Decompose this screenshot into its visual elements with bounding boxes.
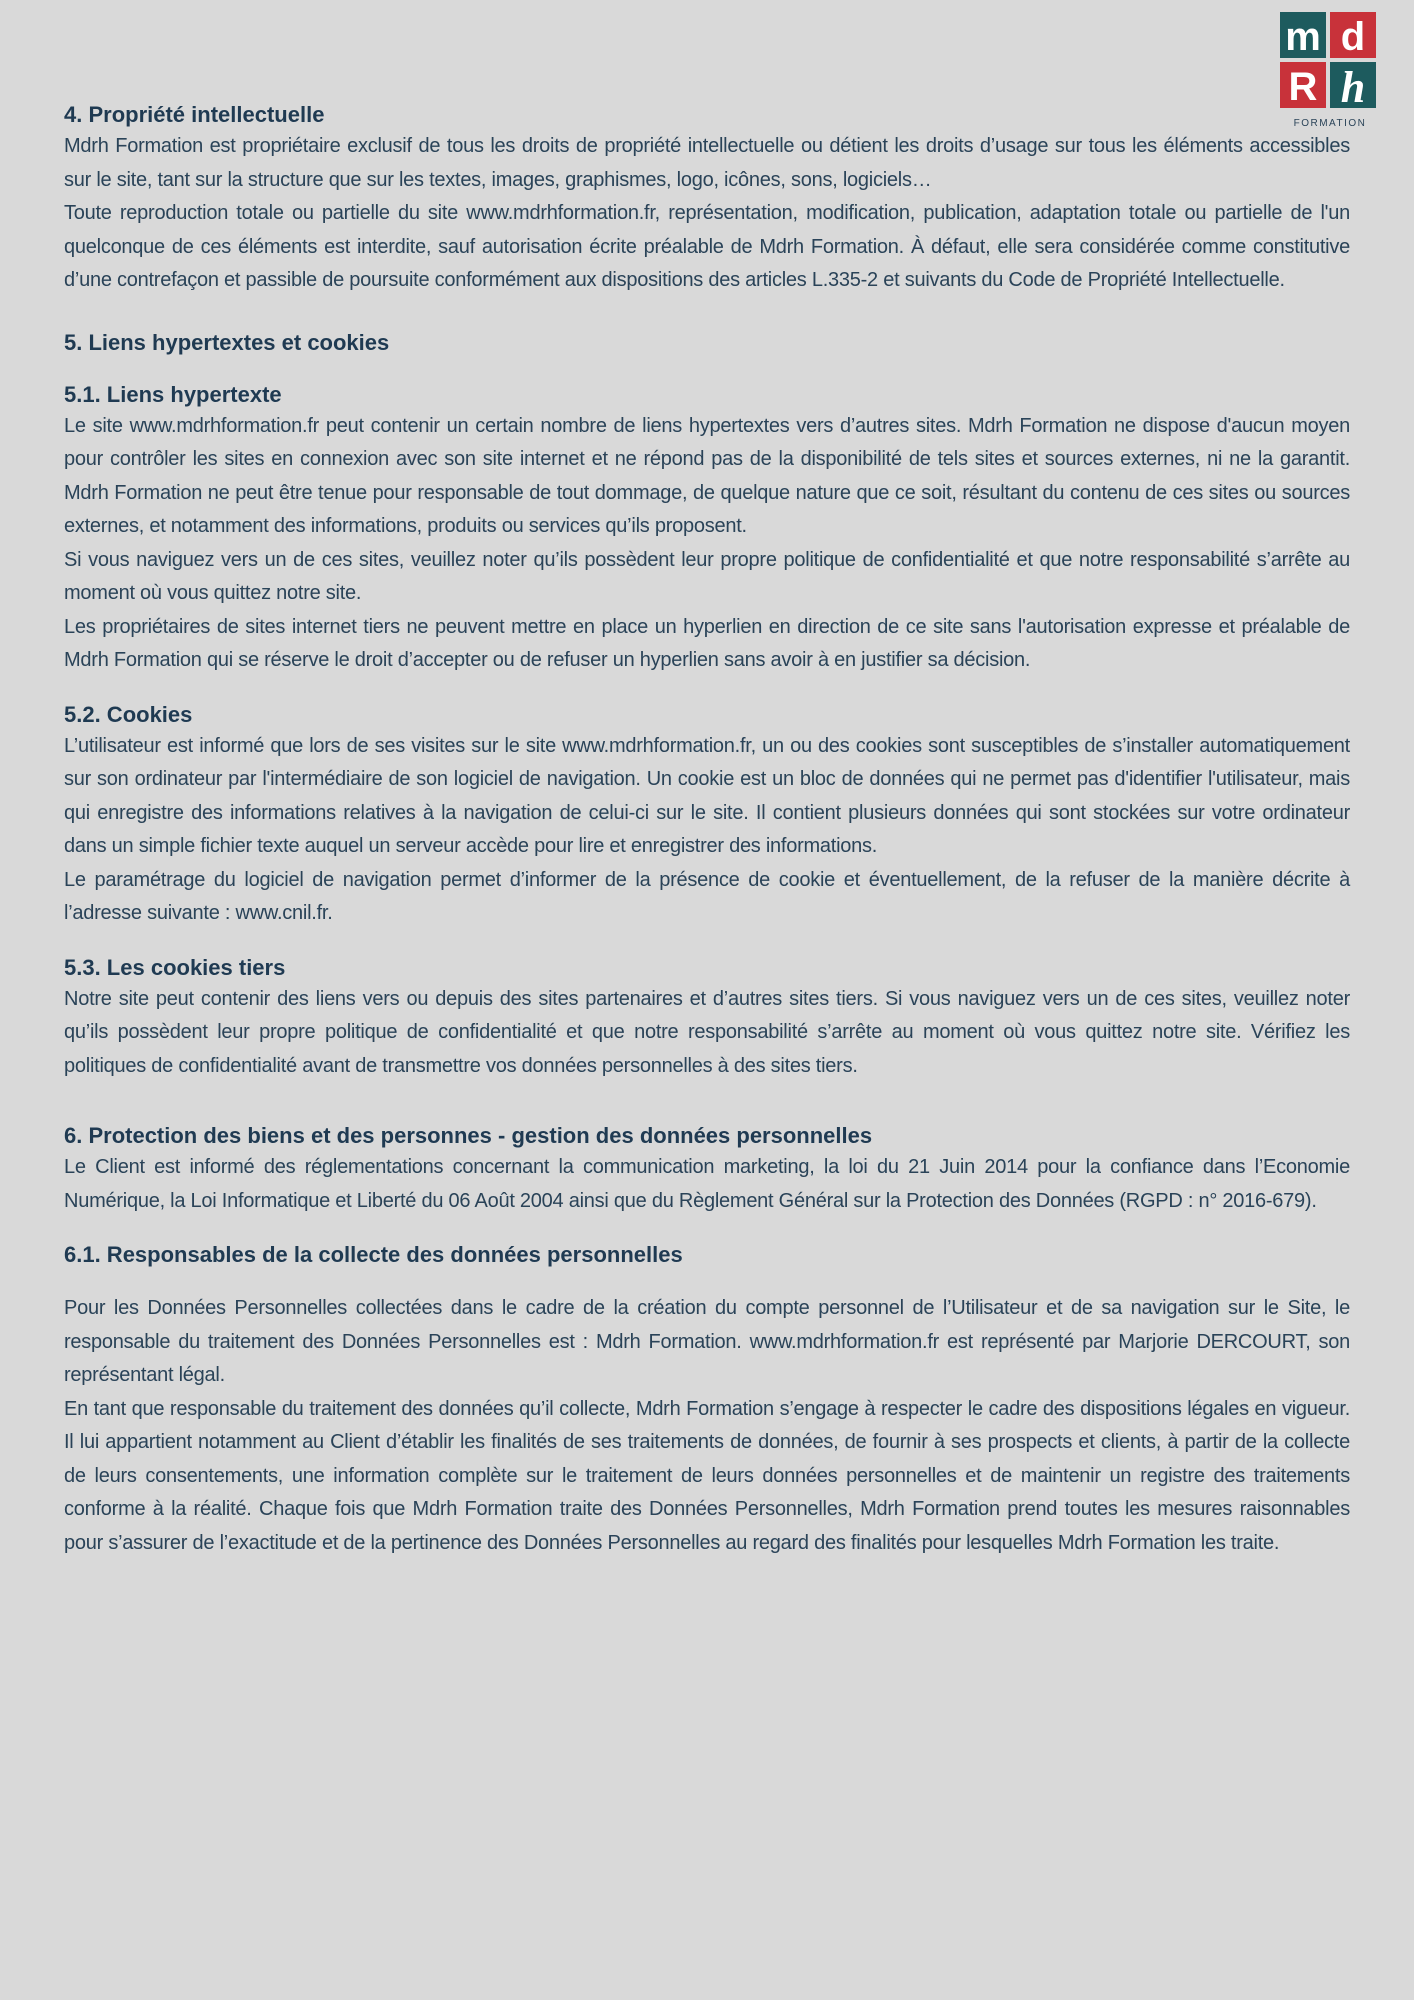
section-5-3-paragraph-1: Notre site peut contenir des liens vers ou depuis des sites partenaires et d’autres sites tiers. Si vous naviguez vers un de ces sites, veuillez noter qu’ils possèdent leur propre politique de confidentialité et que notre responsabilité s’arrête au moment où vous quittez notre site. Vérifiez les politiques de confidentialité avant de transmettre vos données personnelles à des sites tiers. xyxy=(64,987,1350,1077)
section-4-paragraph-1: Mdrh Formation est propriétaire exclusif de tous les droits de propriété intellectuelle ou détient les droits d’usage sur tous les éléments accessibles sur le site, tant sur la structure que sur les textes, images, graphismes, logo, icônes, sons, logiciels… xyxy=(64,135,1350,191)
section-6-paragraph-1: Le Client est informé des réglementations concernant la communication marketing, la loi du 21 Juin 2014 pour la confiance dans l’Economie Numérique, la Loi Informatique et Liberté du 06 Août 2004 ainsi que du Règlement Général sur la Protection des Données (RGPD : n° 2016-679). xyxy=(64,1156,1350,1212)
section-5-1-paragraph-1: Le site www.mdrhformation.fr peut contenir un certain nombre de liens hypertextes vers d’autres sites. Mdrh Formation ne dispose d'aucun moyen pour contrôler les sites en connexion avec son site internet et ne répond pas de la disponibilité de tels sites et sources externes, ni ne la garantit. Mdrh Formation ne peut être tenue pour responsable de tout dommage, de quelque nature que ce soit, résultant du contenu de ces sites ou sources externes, et notamment des informations, produits ou services qu’ils proposent. xyxy=(64,414,1350,537)
section-6-title: 6. Protection des biens et des personnes - gestion des données personnelles xyxy=(64,1123,873,1148)
section-5-3-title: 5.3. Les cookies tiers xyxy=(64,954,286,980)
section-5-2-paragraph-1: L’utilisateur est informé que lors de ses visites sur le site www.mdrhformation.fr, un ou des cookies sont susceptibles de s’installer automatiquement sur son ordinateur par l'intermédiaire de son logiciel de navigation. Un cookie est un bloc de données qui ne permet pas d'identifier l'utilisateur, mais qui enregistre des informations relatives à la navigation de celui-ci sur le site. Il contient plusieurs données qui sont stockées sur votre ordinateur dans un simple fichier texte auquel un serveur accède pour lire et enregistrer des informations. xyxy=(64,734,1350,857)
section-4-paragraph-2: Toute reproduction totale ou partielle du site www.mdrhformation.fr, représentation, modification, publication, adaptation totale ou partielle de l'un quelconque de ces éléments est interdite, sauf autorisation écrite préalable de Mdrh Formation. À défaut, elle sera considérée comme constitutive d’une contrefaçon et passible de poursuite conformément aux dispositions des articles L.335-2 et suivants du Code de Propriété Intellectuelle. xyxy=(64,202,1350,291)
section-5-1-paragraph-2: Si vous naviguez vers un de ces sites, veuillez noter qu’ils possèdent leur propre politique de confidentialité et que notre responsabilité s’arrête au moment où vous quittez notre site. xyxy=(64,548,1350,604)
section-5-title: 5. Liens hypertextes et cookies xyxy=(64,329,390,355)
section-5-1-title: 5.1. Liens hypertexte xyxy=(64,381,282,407)
logo-letter-d: d xyxy=(1340,15,1366,59)
section-5-2-paragraph-2: Le paramétrage du logiciel de navigation permet d’informer de la présence de cookie et éventuellement, de la refuser de la manière décrite à l’adresse suivante : www.cnil.fr. xyxy=(64,868,1350,924)
logo-letter-r: R xyxy=(1288,65,1318,109)
section-4-title: 4. Propriété intellectuelle xyxy=(64,102,325,127)
logo-letter-m: m xyxy=(1285,15,1321,59)
section-6-1-title: 6.1. Responsables de la collecte des données personnelles xyxy=(64,1242,683,1267)
logo-letter-h: h xyxy=(1340,63,1366,112)
logo-caption: FORMATION xyxy=(1293,118,1367,129)
section-6-1-paragraph-1: Pour les Données Personnelles collectées dans le cadre de la création du compte personnel de l’Utilisateur et de sa navigation sur le Site, le responsable du traitement des Données Personnelles est : Mdrh Formation. www.mdrhformation.fr est représenté par Marjorie DERCOURT, son représentant légal. xyxy=(64,1297,1350,1386)
section-5-1-paragraph-3: Les propriétaires de sites internet tiers ne peuvent mettre en place un hyperlien en direction de ce site sans l'autorisation expresse et préalable de Mdrh Formation qui se réserve le droit d’accepter ou de refuser un hyperlien sans avoir à en justifier sa décision. xyxy=(64,615,1350,671)
section-6-1-paragraph-2: En tant que responsable du traitement des données qu’il collecte, Mdrh Formation s’engage à respecter le cadre des dispositions légales en vigueur. Il lui appartient notamment au Client d’établir les finalités de ses traitements de données, de fournir à ses prospects et clients, à partir de la collecte de leurs consentements, une information complète sur le traitement de leurs données personnelles et de maintenir un registre des traitements conforme à la réalité. Chaque fois que Mdrh Formation traite des Données Personnelles, Mdrh Formation prend toutes les mesures raisonnables pour s’assurer de l’exactitude et de la pertinence des Données Personnelles au regard des finalités pour lesquelles Mdrh Formation les traite. xyxy=(64,1397,1350,1554)
section-5-2-title: 5.2. Cookies xyxy=(64,701,193,727)
legal-document xyxy=(64,100,1350,1560)
